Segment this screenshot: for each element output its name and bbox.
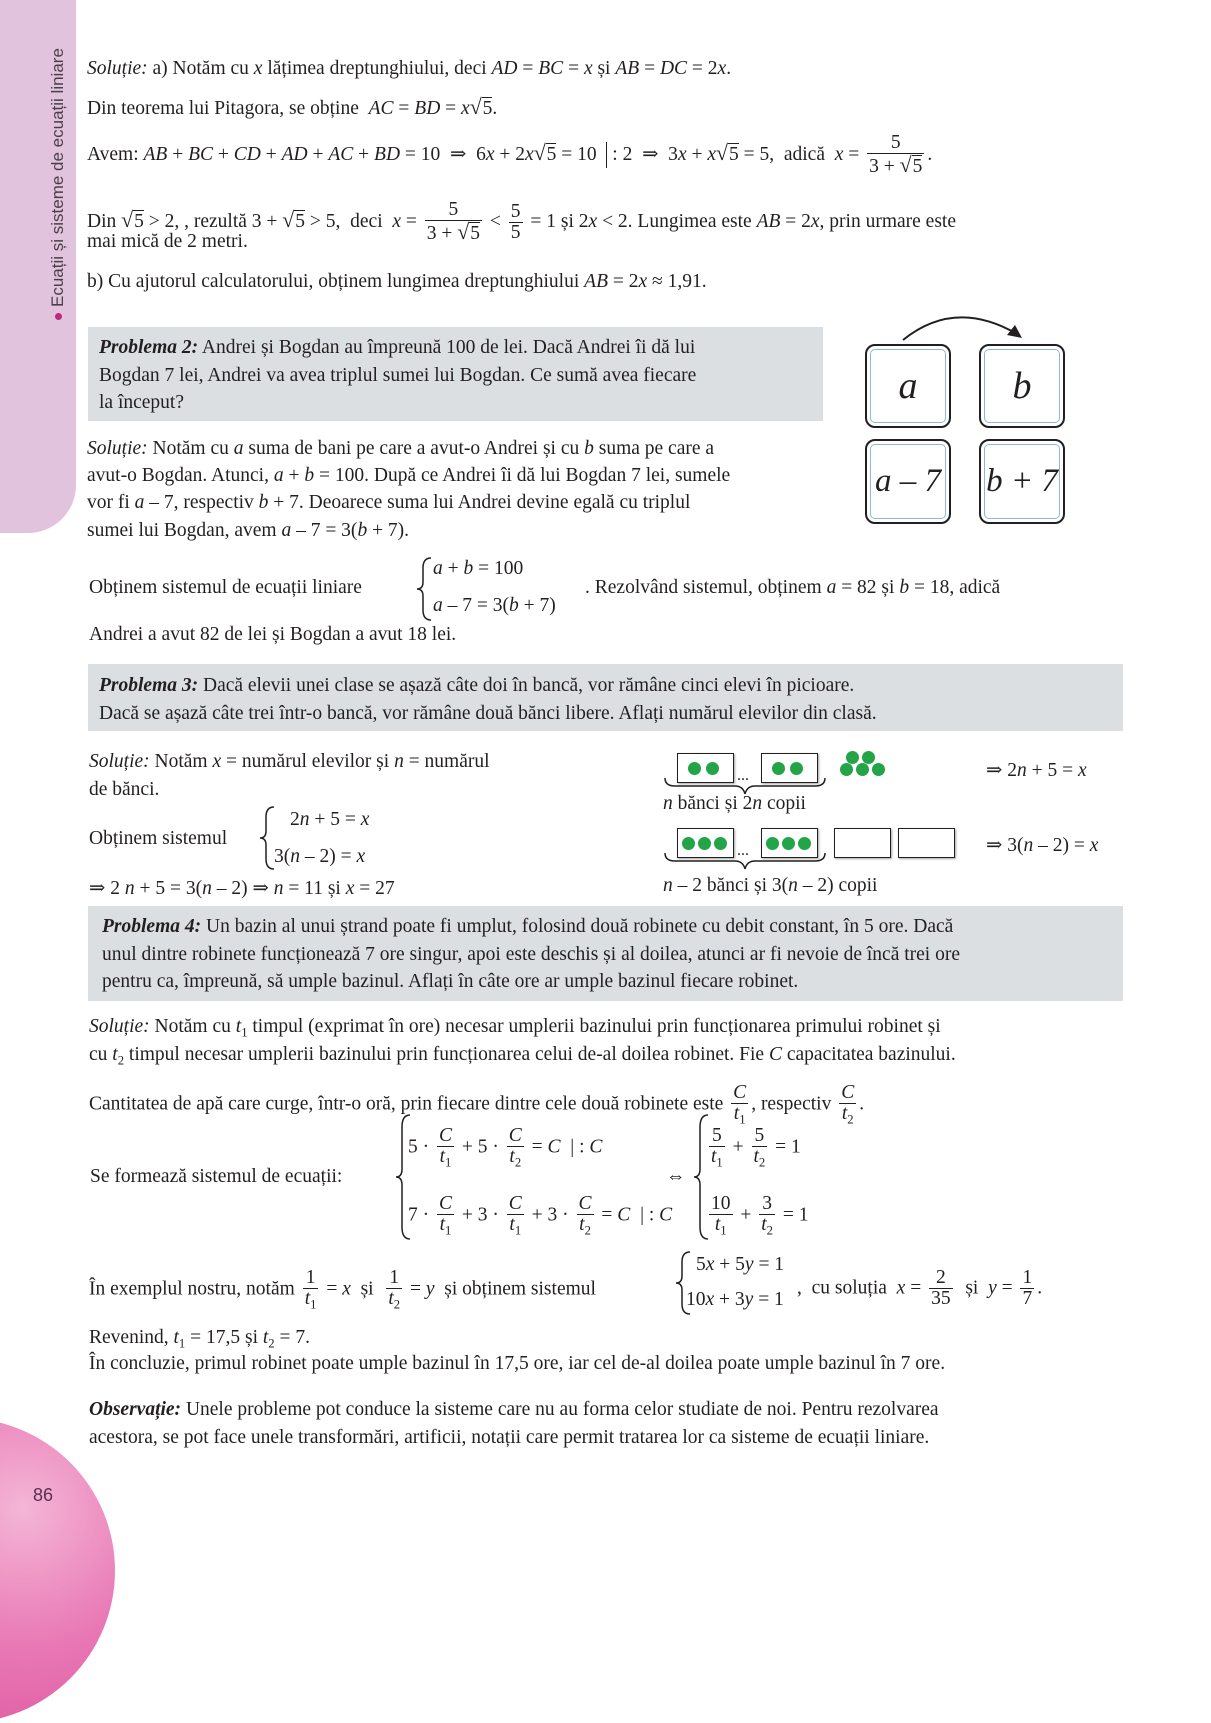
p4-sol-line-2: cu $t_2$ timpul necesar umplerii bazinului prin funcționarea celui de-al doilea robinet. Fie C capacitatea bazinului.	[89, 1044, 956, 1068]
p2-sol-line-3: vor fi a – 7, respectiv b + 7. Deoarece suma lui Andrei devine egală cu triplul	[87, 492, 691, 513]
fig-label-2: n – 2 bănci și 3(n – 2) copii	[663, 875, 878, 896]
transfer-arrow-icon	[895, 308, 1035, 348]
p1-line-4: Din √5 > 2, , rezultă 3 + √5 > 5, deci x = $\frac{5}{3 + √5}$ < $\frac{5}{5}$ = 1 și 2x < 2. Lungimea este AB = 2x, prin urmare este	[87, 199, 956, 245]
p3-conclusion: ⇒ 2 n + 5 = 3(n – 2) ⇒ n = 11 și x = 27	[89, 878, 395, 899]
card-a-minus-7: a – 7	[865, 439, 951, 524]
p2-eq-1: a + b = 100	[433, 558, 524, 579]
page-number: 86	[33, 1485, 54, 1505]
ellipsis: ...	[737, 842, 749, 859]
p4-sol-line-1: Soluție: Notăm cu $t_1$ timpul (exprimat în ore) necesar umplerii bazinului prin funcționarea primului robinet și	[89, 1016, 941, 1040]
p3-eq-2: 3(n – 2) = x	[274, 846, 366, 867]
p4-sysA-eq2: 7 · $\frac{C}{t_1}$ + 3 · $\frac{C}{t_1}$ + 3 · $\frac{C}{t_2}$ = C | : C	[408, 1193, 673, 1238]
problem-4-box	[88, 906, 1123, 1001]
p1-line-6: b) Cu ajutorul calculatorului, obținem lungimea dreptunghiului AB = 2x ≈ 1,91.	[87, 271, 707, 292]
fig-label-1: n bănci și 2n copii	[663, 793, 806, 814]
student-icon	[872, 763, 885, 776]
underbrace-icon	[663, 851, 827, 871]
student-icon	[682, 837, 695, 850]
problem-2-statement: Problema 2: Andrei și Bogdan au împreună 100 de lei. Dacă Andrei îi dă lui Bogdan 7 lei, Andrei va avea triplul sumei lui Bogdan. Ce sumă avea fiecare la început?	[99, 337, 697, 413]
student-icon	[798, 837, 811, 850]
p4-solution: , cu soluția x = $\frac{2}{35}$ și y = $\frac{1}{7}$ .	[797, 1267, 1043, 1310]
p3-sol-line-1: Soluție: Notăm x = numărul elevilor și n = numărul	[89, 751, 490, 772]
p4-sysB-eq1: $\frac{5}{t_1}$ + $\frac{5}{t_2}$ = 1	[711, 1125, 801, 1170]
p1-line-2: Din teorema lui Pitagora, se obține AC = BD = x√5.	[87, 95, 498, 119]
empty-bench	[898, 828, 955, 858]
student-icon	[766, 837, 779, 850]
problem-3-statement: Problema 3: Dacă elevii unei clase se așază câte doi în bancă, vor rămâne cinci elevi în picioare. Dacă se așază câte trei într-o bancă, vor rămâne două bănci libere. Aflați numărul elevilor din clasă.	[99, 675, 877, 724]
p4-conclusion: În concluzie, primul robinet poate umple bazinul în 17,5 ore, iar cel de-al doilea poate umple bazinul în 7 ore.	[89, 1353, 946, 1374]
p2-eq-2: a – 7 = 3(b + 7)	[433, 595, 556, 616]
p1-line-1: Soluție: a) Notăm cu x lățimea dreptunghiului, deci AD = BC = x și AB = DC = 2x.	[87, 58, 732, 79]
brace-icon	[415, 556, 433, 622]
p2-sol-line-1: Soluție: Notăm cu a suma de bani pe care a avut-o Andrei și cu b suma pe care a	[87, 438, 715, 459]
p4-sysA-eq1: 5 · $\frac{C}{t_1}$ + 5 · $\frac{C}{t_2}$ = C | : C	[408, 1125, 603, 1170]
student-icon	[698, 837, 711, 850]
ellipsis: ...	[737, 767, 749, 784]
p2-system-intro: Obținem sistemul de ecuații liniare	[89, 577, 362, 598]
student-icon	[706, 762, 719, 775]
p4-revenind: Revenind, $t_1 = 17,5$ și $t_2 = 7$.	[89, 1327, 310, 1351]
chapter-title: Ecuații și sisteme de ecuații liniare	[48, 48, 68, 320]
p2-system-result: . Rezolvând sistemul, obținem a = 82 și b = 18, adică	[585, 577, 1001, 598]
p4-sysC-eq1: 5x + 5y = 1	[696, 1254, 785, 1275]
student-icon	[714, 837, 727, 850]
fig-eq-1: ⇒ 2n + 5 = x	[986, 760, 1087, 781]
p4-sysB-eq2: $\frac{10}{t_1}$ + $\frac{3}{t_2}$ = 1	[711, 1193, 809, 1238]
student-icon	[688, 762, 701, 775]
student-icon	[846, 751, 859, 764]
fig-eq-2: ⇒ 3(n – 2) = x	[986, 835, 1099, 856]
student-icon	[782, 837, 795, 850]
p2-sol-line-4: sumei lui Bogdan, avem a – 7 = 3(b + 7).	[87, 520, 410, 541]
problem-3-box	[88, 664, 1123, 731]
p3-sol-line-2: de bănci.	[89, 779, 160, 800]
p4-equiv: ⇔	[666, 1166, 686, 1187]
corner-decoration	[0, 1418, 115, 1723]
empty-bench	[834, 828, 891, 858]
p4-notation: În exemplul nostru, notăm $\frac{1}{t_1}$ = x și $\frac{1}{t_2}$ = y și obținem sistemul	[89, 1267, 596, 1312]
observation-line-2: acestora, se pot face unele transformări, artificii, notații care permit tratarea lor ca sisteme de ecuații liniare.	[89, 1427, 930, 1448]
observation-line-1: Observație: Unele probleme pot conduce la sisteme care nu au forma celor studiate de noi. Pentru rezolvarea	[89, 1399, 939, 1420]
card-b: b	[979, 344, 1065, 428]
p2-sol-line-2: avut-o Bogdan. Atunci, a + b = 100. După ce Andrei îi dă lui Bogdan 7 lei, sumele	[87, 465, 731, 486]
p3-system-intro: Obținem sistemul	[89, 828, 228, 849]
student-icon	[862, 751, 875, 764]
p4-sol-line-3: Cantitatea de apă care curge, într-o oră, prin fiecare dintre cele două robinete este $\frac{C}{t_1}$ , respectiv $\frac{C}{t_2}$ .	[89, 1082, 865, 1127]
card-b-plus-7: b + 7	[979, 439, 1065, 524]
problem-4-statement: Problema 4: Un bazin al unui ștrand poate fi umplut, folosind două robinete cu debit constant, în 5 ore. Dacă unul dintre robinete funcționează 7 ore singur, apoi este deschis și al doilea, atunci ar fi nevoie de încă trei ore pentru ca, împreună, să umple bazinul. Aflați în câte ore ar umple bazinul fiecare robinet.	[102, 916, 960, 992]
p4-system-intro: Se formează sistemul de ecuații:	[90, 1166, 343, 1187]
student-icon	[772, 762, 785, 775]
student-icon	[840, 763, 853, 776]
p3-eq-1: 2n + 5 = x	[290, 809, 370, 830]
bullet-icon	[55, 313, 62, 320]
p2-conclusion: Andrei a avut 82 de lei și Bogdan a avut 18 lei.	[89, 624, 457, 645]
student-icon	[856, 763, 869, 776]
p4-sysC-eq2: 10x + 3y = 1	[686, 1289, 784, 1310]
student-icon	[790, 762, 803, 775]
problem-2-box	[88, 327, 823, 421]
p1-line-3: Avem: AB + BC + CD + AD + AC + BD = 10 ⇒ 6x + 2x√5 = 10 : 2 ⇒ 3x + x√5 = 5, adică x = $\frac{5}{3 + √5}$ .	[87, 132, 933, 178]
p1-line-5: mai mică de 2 metri.	[87, 231, 248, 252]
p1-line-1-body: a) Notăm cu x lățimea dreptunghiului, deci AD = BC = x și AB = DC = 2x.	[152, 58, 732, 79]
card-a: a	[865, 344, 951, 428]
